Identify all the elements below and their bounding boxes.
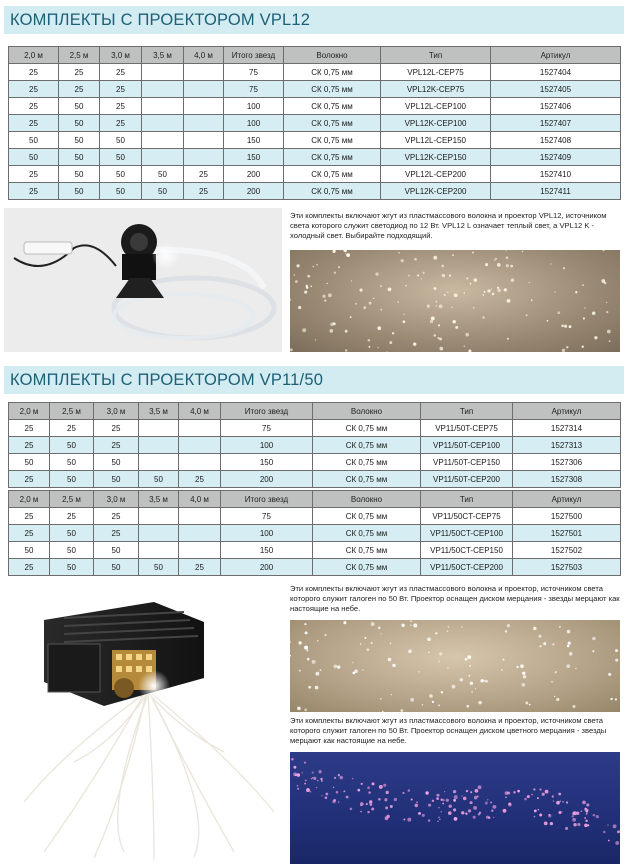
- table-cell: VP11/50CT-CEP100: [421, 525, 513, 542]
- column-header: Артикул: [513, 403, 621, 420]
- table-row: [9, 471, 621, 488]
- table-row: [9, 64, 621, 81]
- table-cell: 75: [221, 420, 313, 437]
- table-cell: 25: [94, 508, 139, 525]
- table-cell: СК 0,75 мм: [284, 115, 381, 132]
- table-row: [9, 166, 621, 183]
- table-cell: [179, 508, 221, 525]
- table-cell: [184, 64, 224, 81]
- column-header: 2,5 м: [50, 491, 94, 508]
- table-cell: 25: [9, 420, 50, 437]
- table-cell: 1527410: [491, 166, 621, 183]
- table-cell: 25: [9, 98, 59, 115]
- table-cell: 50: [100, 149, 142, 166]
- table-cell: 25: [179, 559, 221, 576]
- table-cell: 50: [9, 132, 59, 149]
- column-header: Итого звезд: [221, 403, 313, 420]
- table-cell: [139, 420, 179, 437]
- table-cell: 150: [224, 132, 284, 149]
- column-header: 3,5 м: [139, 403, 179, 420]
- table-cell: 1527502: [513, 542, 621, 559]
- table-cell: 50: [50, 559, 94, 576]
- column-header: 3,0 м: [100, 47, 142, 64]
- table-cell: СК 0,75 мм: [313, 542, 421, 559]
- table-cell: 50: [59, 115, 100, 132]
- vpl12-description: Эти комплекты включают жгут из пластмассового волокна и проектор VPL12, источником света которого служит светодиод по 12 Вт. VPL12 L означает теплый свет, а VPL12 K - холодный свет. Выбирайте подходящий.: [290, 211, 607, 240]
- vpl12-kits-table: [8, 46, 621, 200]
- table-cell: [142, 115, 184, 132]
- table-cell: 150: [221, 542, 313, 559]
- table-row: [9, 115, 621, 132]
- table-row: [9, 454, 621, 471]
- table-cell: [179, 420, 221, 437]
- table-row: [9, 132, 621, 149]
- table-cell: [139, 454, 179, 471]
- table-cell: 1527406: [491, 98, 621, 115]
- table-cell: 1527308: [513, 471, 621, 488]
- table-cell: 25: [50, 508, 94, 525]
- table-cell: VPL12K-CEP75: [381, 81, 491, 98]
- table-cell: 25: [9, 471, 50, 488]
- column-header: 3,0 м: [94, 491, 139, 508]
- table-cell: 25: [94, 525, 139, 542]
- table-cell: 100: [224, 115, 284, 132]
- table-cell: 1527313: [513, 437, 621, 454]
- table-cell: [184, 115, 224, 132]
- table-cell: [179, 437, 221, 454]
- table-cell: [139, 525, 179, 542]
- vp11-50ct-kits-table: [8, 490, 621, 576]
- vp11-50t-kits-table: [8, 402, 621, 488]
- vp11-50-projector-photo: [4, 582, 282, 864]
- table-cell: 25: [9, 81, 59, 98]
- table-cell: VPL12K-CEP150: [381, 149, 491, 166]
- table-row: [9, 559, 621, 576]
- table-cell: VP11/50CT-CEP75: [421, 508, 513, 525]
- table-cell: 50: [139, 559, 179, 576]
- column-header: Итого звезд: [224, 47, 284, 64]
- table-cell: 150: [224, 149, 284, 166]
- table-cell: [184, 132, 224, 149]
- table-cell: 150: [221, 454, 313, 471]
- column-header: Тип: [421, 403, 513, 420]
- table-cell: 25: [9, 115, 59, 132]
- column-header: 4,0 м: [179, 491, 221, 508]
- table-cell: 1527408: [491, 132, 621, 149]
- table-cell: [184, 81, 224, 98]
- table-cell: 25: [100, 81, 142, 98]
- table-row: [9, 183, 621, 200]
- table-cell: 25: [9, 183, 59, 200]
- table-cell: 200: [224, 183, 284, 200]
- table-cell: 25: [9, 525, 50, 542]
- table-cell: 25: [184, 166, 224, 183]
- table-cell: СК 0,75 мм: [284, 183, 381, 200]
- table-cell: 50: [94, 542, 139, 559]
- table-cell: 25: [9, 559, 50, 576]
- column-header: Тип: [381, 47, 491, 64]
- table-cell: [184, 98, 224, 115]
- column-header: Артикул: [491, 47, 621, 64]
- table-row: [9, 149, 621, 166]
- table-cell: СК 0,75 мм: [313, 471, 421, 488]
- table-cell: 100: [221, 437, 313, 454]
- column-header: 4,0 м: [179, 403, 221, 420]
- table-row: [9, 525, 621, 542]
- table-cell: [142, 149, 184, 166]
- table-cell: 75: [224, 64, 284, 81]
- table-cell: [142, 132, 184, 149]
- table-cell: СК 0,75 мм: [313, 454, 421, 471]
- table-cell: 1527411: [491, 183, 621, 200]
- table-cell: 1527409: [491, 149, 621, 166]
- table-cell: 50: [94, 454, 139, 471]
- table-cell: 25: [50, 420, 94, 437]
- table-row: [9, 98, 621, 115]
- table-cell: СК 0,75 мм: [284, 81, 381, 98]
- table-cell: [142, 64, 184, 81]
- table-cell: СК 0,75 мм: [313, 437, 421, 454]
- vp11-50t-description: Эти комплекты включают жгут из пластмассового волокна и проектор, источником света которого служит галоген по 50 Вт. Проектор оснащен диском мерцания - звезды мерцают как настоящие на небе.: [290, 584, 620, 613]
- table-cell: СК 0,75 мм: [313, 420, 421, 437]
- table-cell: 50: [59, 149, 100, 166]
- column-header: 2,0 м: [9, 491, 50, 508]
- table-cell: [139, 437, 179, 454]
- table-cell: 50: [9, 149, 59, 166]
- table-cell: 50: [9, 542, 50, 559]
- table-cell: 50: [50, 454, 94, 471]
- table-cell: 50: [59, 98, 100, 115]
- table-cell: СК 0,75 мм: [284, 132, 381, 149]
- column-header: Тип: [421, 491, 513, 508]
- table-cell: 50: [100, 183, 142, 200]
- table-cell: 50: [50, 471, 94, 488]
- table-cell: 25: [9, 166, 59, 183]
- table-cell: 50: [100, 166, 142, 183]
- column-header: 2,0 м: [9, 47, 59, 64]
- table-cell: 25: [184, 183, 224, 200]
- table-cell: VP11/50T-CEP100: [421, 437, 513, 454]
- table-cell: СК 0,75 мм: [284, 166, 381, 183]
- table-cell: 75: [221, 508, 313, 525]
- table-cell: СК 0,75 мм: [284, 149, 381, 166]
- table-cell: 50: [59, 166, 100, 183]
- table-cell: 1527407: [491, 115, 621, 132]
- column-header: Волокно: [313, 403, 421, 420]
- table-cell: 50: [100, 132, 142, 149]
- table-cell: 50: [142, 166, 184, 183]
- table-cell: СК 0,75 мм: [284, 64, 381, 81]
- table-cell: 25: [100, 98, 142, 115]
- table-cell: 50: [50, 525, 94, 542]
- table-cell: 1527314: [513, 420, 621, 437]
- vp11-50ct-description: Эти комплекты включают жгут из пластмассового волокна и проектор, источником света которого служит галоген по 50 Вт. Проектор оснащен диском цветного мерцания - звезды мерцают как настоящие на небе.: [290, 716, 607, 745]
- table-cell: VPL12L-CEP75: [381, 64, 491, 81]
- table-cell: 200: [221, 471, 313, 488]
- table-cell: [179, 525, 221, 542]
- column-header: 4,0 м: [184, 47, 224, 64]
- column-header: 3,0 м: [94, 403, 139, 420]
- table-cell: 50: [142, 183, 184, 200]
- table-header-row: [9, 491, 621, 508]
- table-cell: 25: [179, 471, 221, 488]
- column-header: Артикул: [513, 491, 621, 508]
- table-cell: VPL12L-CEP150: [381, 132, 491, 149]
- table-cell: 25: [100, 115, 142, 132]
- table-cell: 50: [9, 454, 50, 471]
- table-cell: 50: [50, 437, 94, 454]
- column-header: 3,5 м: [142, 47, 184, 64]
- table-cell: 25: [94, 420, 139, 437]
- table-cell: 1527306: [513, 454, 621, 471]
- table-cell: 75: [224, 81, 284, 98]
- column-header: Итого звезд: [221, 491, 313, 508]
- table-cell: VPL12L-CEP100: [381, 98, 491, 115]
- table-cell: 1527500: [513, 508, 621, 525]
- vpl12-projector-photo: [4, 208, 282, 352]
- table-cell: 1527405: [491, 81, 621, 98]
- table-cell: VP11/50T-CEP75: [421, 420, 513, 437]
- column-header: Волокно: [284, 47, 381, 64]
- table-cell: VP11/50T-CEP200: [421, 471, 513, 488]
- table-cell: СК 0,75 мм: [313, 559, 421, 576]
- table-cell: VPL12K-CEP100: [381, 115, 491, 132]
- table-cell: 50: [59, 132, 100, 149]
- table-cell: 100: [221, 525, 313, 542]
- table-cell: 50: [139, 471, 179, 488]
- table-cell: [184, 149, 224, 166]
- section-title-vp11-50: КОМПЛЕКТЫ С ПРОЕКТОРОМ VP11/50: [4, 366, 624, 394]
- table-cell: 25: [59, 64, 100, 81]
- column-header: 3,5 м: [139, 491, 179, 508]
- table-cell: [139, 542, 179, 559]
- table-cell: 50: [59, 183, 100, 200]
- table-header-row: [9, 403, 621, 420]
- column-header: 2,5 м: [59, 47, 100, 64]
- starry-ceiling-color-twinkle-photo: [290, 752, 620, 864]
- starry-ceiling-twinkle-photo: [290, 620, 620, 712]
- table-row: [9, 420, 621, 437]
- column-header: 2,0 м: [9, 403, 50, 420]
- table-cell: 25: [9, 508, 50, 525]
- table-cell: 1527503: [513, 559, 621, 576]
- table-cell: 25: [94, 437, 139, 454]
- table-cell: [139, 508, 179, 525]
- table-cell: VPL12L-CEP200: [381, 166, 491, 183]
- table-cell: [179, 454, 221, 471]
- table-cell: 200: [224, 166, 284, 183]
- table-cell: СК 0,75 мм: [284, 98, 381, 115]
- section-title-vpl12: КОМПЛЕКТЫ С ПРОЕКТОРОМ VPL12: [4, 6, 624, 34]
- table-header-row: [9, 47, 621, 64]
- table-cell: VP11/50CT-CEP200: [421, 559, 513, 576]
- table-cell: 1527404: [491, 64, 621, 81]
- table-cell: VP11/50T-CEP150: [421, 454, 513, 471]
- table-cell: 50: [94, 471, 139, 488]
- table-cell: VPL12K-CEP200: [381, 183, 491, 200]
- table-row: [9, 542, 621, 559]
- table-row: [9, 437, 621, 454]
- column-header: 2,5 м: [50, 403, 94, 420]
- table-cell: [142, 81, 184, 98]
- table-cell: VP11/50CT-CEP150: [421, 542, 513, 559]
- table-cell: 1527501: [513, 525, 621, 542]
- column-header: Волокно: [313, 491, 421, 508]
- table-cell: 50: [50, 542, 94, 559]
- table-cell: СК 0,75 мм: [313, 508, 421, 525]
- table-cell: СК 0,75 мм: [313, 525, 421, 542]
- table-cell: 25: [100, 64, 142, 81]
- table-cell: [142, 98, 184, 115]
- table-cell: 100: [224, 98, 284, 115]
- table-row: [9, 81, 621, 98]
- table-cell: 25: [9, 437, 50, 454]
- table-cell: [179, 542, 221, 559]
- table-cell: 25: [59, 81, 100, 98]
- table-row: [9, 508, 621, 525]
- table-cell: 200: [221, 559, 313, 576]
- starry-ceiling-warm-photo: [290, 250, 620, 352]
- table-cell: 50: [94, 559, 139, 576]
- table-cell: 25: [9, 64, 59, 81]
